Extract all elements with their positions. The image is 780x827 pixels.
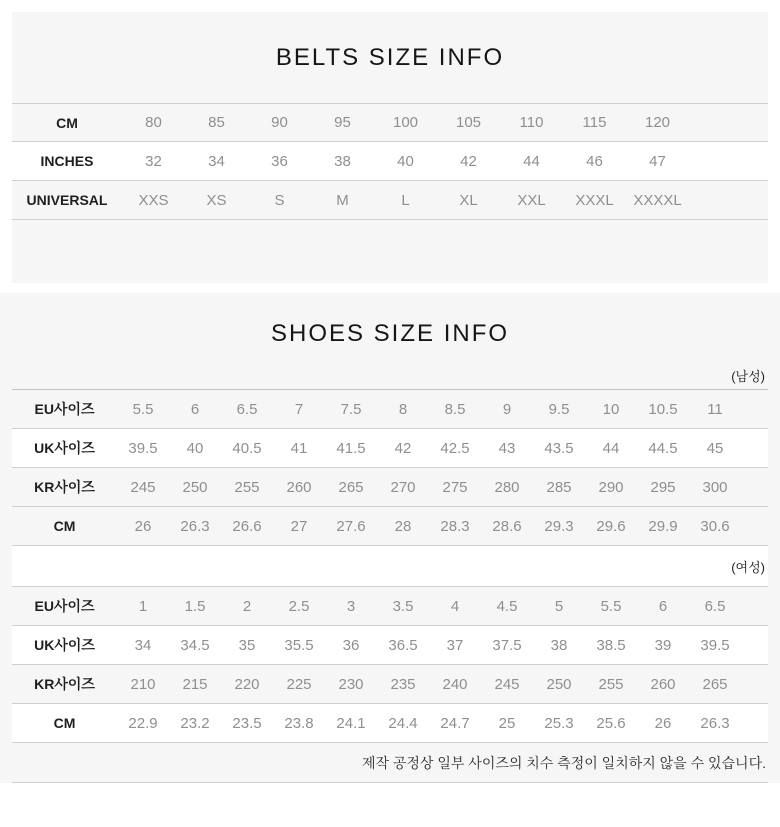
table-row: [12, 507, 768, 546]
size-value: XXL: [517, 191, 546, 209]
size-value: 6.5: [236, 400, 258, 418]
size-value: 105: [455, 114, 482, 131]
size-value: 35: [238, 636, 256, 654]
size-value: 44: [602, 439, 620, 457]
size-value: 245: [494, 675, 520, 693]
size-disclaimer-note: 제작 공정상 일부 사이즈의 치수 측정이 일치하지 않을 수 있습니다.: [12, 743, 768, 783]
row-label: CM: [56, 114, 78, 131]
size-value: 26.6: [232, 517, 262, 535]
table-row: [12, 103, 768, 142]
size-value: 23.8: [284, 714, 314, 732]
size-value: 100: [392, 114, 419, 131]
size-value: 41: [290, 439, 308, 457]
size-value: 85: [208, 114, 225, 131]
size-value: 260: [650, 675, 676, 693]
size-value: XL: [459, 191, 478, 209]
size-value: 35.5: [284, 636, 314, 654]
size-value: 3: [346, 597, 356, 615]
row-label: INCHES: [40, 153, 94, 169]
size-value: 290: [598, 478, 624, 496]
table-row: [12, 704, 768, 743]
size-value: 34: [208, 152, 225, 170]
size-value: 23.5: [232, 714, 262, 732]
size-value: 23.2: [180, 714, 210, 732]
size-value: 25.6: [596, 714, 626, 732]
size-value: 4: [450, 597, 460, 615]
size-value: 40.5: [232, 439, 262, 457]
size-value: 260: [286, 478, 312, 496]
size-value: 11: [707, 400, 723, 418]
size-value: 245: [130, 478, 156, 496]
size-value: 5.5: [132, 400, 154, 418]
shoes-women-size-table: [12, 587, 768, 743]
size-value: 7: [294, 400, 304, 418]
row-label: KR사이즈: [34, 479, 95, 495]
size-value: 10: [602, 400, 620, 418]
size-value: 45: [706, 439, 724, 457]
size-value: 300: [702, 478, 728, 496]
size-value: 44.5: [648, 439, 678, 457]
size-value: 29.9: [648, 517, 678, 535]
belts-section-title: BELTS SIZE INFO: [275, 43, 505, 71]
size-value: 80: [145, 114, 162, 131]
size-value: 115: [582, 114, 607, 131]
size-value: 37.5: [492, 636, 522, 654]
size-value: 1: [138, 597, 148, 615]
row-label: CM: [53, 518, 76, 534]
size-value: 265: [702, 675, 728, 693]
size-value: 7.5: [340, 400, 362, 418]
table-row: [12, 429, 768, 468]
row-label: EU사이즈: [34, 598, 95, 614]
size-value: 6.5: [704, 597, 726, 615]
size-value: 36: [271, 152, 288, 170]
row-label: KR사이즈: [34, 676, 95, 692]
size-value: 3.5: [392, 597, 414, 615]
size-value: 25.3: [544, 714, 574, 732]
size-value: 47: [649, 152, 666, 170]
size-value: 275: [442, 478, 468, 496]
size-value: 42.5: [440, 439, 470, 457]
size-value: 235: [390, 675, 416, 693]
size-value: 41.5: [336, 439, 366, 457]
size-value: 39.5: [700, 636, 730, 654]
size-value: 42: [394, 439, 412, 457]
size-value: 28.3: [440, 517, 470, 535]
size-value: 26.3: [180, 517, 210, 535]
size-value: 34.5: [180, 636, 210, 654]
size-value: 220: [234, 675, 260, 693]
belts-size-info-panel: [12, 12, 768, 283]
size-value: 120: [644, 114, 671, 131]
size-value: 9.5: [548, 400, 570, 418]
size-value: 270: [390, 478, 416, 496]
size-value: 210: [130, 675, 156, 693]
size-value: 38: [334, 152, 351, 170]
size-value: 37: [446, 636, 464, 654]
size-value: 30.6: [700, 517, 730, 535]
size-value: 40: [397, 152, 414, 170]
table-row: [12, 587, 768, 626]
size-value: 295: [650, 478, 676, 496]
size-value: 32: [145, 152, 162, 170]
size-value: 39: [654, 636, 672, 654]
size-value: 24.7: [440, 714, 470, 732]
table-row: [12, 142, 768, 181]
size-value: 225: [286, 675, 312, 693]
size-value: 24.4: [388, 714, 418, 732]
size-value: 26: [134, 517, 152, 535]
size-value: XXXL: [575, 191, 614, 209]
row-label: UK사이즈: [34, 637, 95, 653]
size-value: 36: [342, 636, 360, 654]
size-value: S: [274, 191, 285, 209]
size-value: 8.5: [444, 400, 466, 418]
size-value: 26: [654, 714, 672, 732]
size-value: XS: [206, 191, 227, 209]
shoes-section-title: SHOES SIZE INFO: [270, 320, 510, 347]
size-value: 240: [442, 675, 468, 693]
row-label: CM: [53, 715, 76, 731]
size-value: 34: [134, 636, 152, 654]
size-value: 29.6: [596, 517, 626, 535]
size-value: 215: [182, 675, 208, 693]
size-value: 280: [494, 478, 520, 496]
size-value: 26.3: [700, 714, 730, 732]
size-value: 265: [338, 478, 364, 496]
size-value: 4.5: [496, 597, 518, 615]
table-row: [12, 665, 768, 704]
size-value: 39.5: [128, 439, 158, 457]
size-value: 46: [586, 152, 603, 170]
size-value: 250: [546, 675, 572, 693]
size-value: 24.1: [336, 714, 366, 732]
table-row: [12, 626, 768, 665]
size-value: 43.5: [544, 439, 574, 457]
size-value: 255: [234, 478, 260, 496]
size-value: 40: [186, 439, 204, 457]
size-value: 5.5: [600, 597, 622, 615]
size-value: 42: [460, 152, 477, 170]
size-value: 5: [554, 597, 564, 615]
women-section-label: (여성): [12, 546, 768, 587]
size-value: M: [336, 191, 349, 209]
size-value: 27.6: [336, 517, 366, 535]
belts-size-table: [12, 103, 768, 220]
size-value: 2: [242, 597, 252, 615]
size-value: 250: [182, 478, 208, 496]
size-value: 6: [190, 400, 200, 418]
row-label: UNIVERSAL: [26, 192, 108, 208]
size-value: 6: [658, 597, 668, 615]
size-value: 10.5: [648, 400, 678, 418]
size-value: 22.9: [128, 714, 158, 732]
row-label: UK사이즈: [34, 440, 95, 456]
size-value: 27: [290, 517, 308, 535]
size-value: 285: [546, 478, 572, 496]
size-value: 2.5: [288, 597, 310, 615]
size-value: 38.5: [596, 636, 626, 654]
table-row: [12, 181, 768, 220]
size-value: 95: [334, 114, 351, 131]
size-value: 25: [498, 714, 516, 732]
size-value: XXXXL: [633, 191, 682, 209]
shoes-size-info-panel: [0, 293, 780, 783]
size-value: 36.5: [388, 636, 418, 654]
size-value: 43: [498, 439, 516, 457]
size-value: 230: [338, 675, 364, 693]
size-value: 110: [519, 114, 544, 131]
size-value: 29.3: [544, 517, 574, 535]
size-value: 90: [271, 114, 288, 131]
size-value: 9: [502, 400, 512, 418]
size-value: 38: [550, 636, 568, 654]
size-value: XXS: [138, 191, 169, 209]
men-section-label: (남성): [12, 365, 768, 390]
size-value: 28.6: [492, 517, 522, 535]
size-value: 8: [398, 400, 408, 418]
size-value: L: [401, 191, 410, 209]
table-row: [12, 390, 768, 429]
table-row: [12, 468, 768, 507]
size-value: 28: [394, 517, 412, 535]
size-value: 255: [598, 675, 624, 693]
size-value: 1.5: [184, 597, 206, 615]
shoes-men-size-table: [12, 390, 768, 546]
size-value: 44: [523, 152, 540, 170]
row-label: EU사이즈: [34, 401, 95, 417]
